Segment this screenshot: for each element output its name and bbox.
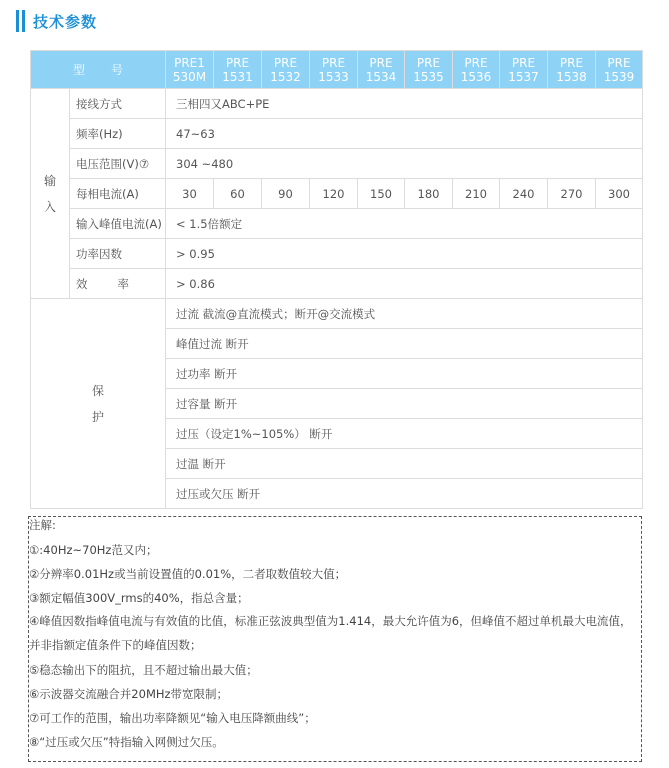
current-value: 180 xyxy=(405,179,453,209)
param-value: > 0.95 xyxy=(166,239,643,269)
note-item: ⑤稳态输出下的阻抗，且不超过输出最大值； xyxy=(29,663,258,677)
param-label: 功率因数 xyxy=(70,239,166,269)
model-header: PRE 1532 xyxy=(262,51,310,89)
param-label: 效 率 xyxy=(70,269,166,299)
section-title: 技术参数 xyxy=(33,12,98,31)
note-item: ③额定幅值300V_rms的40%，指总含量； xyxy=(29,591,249,605)
note-item: ⑦可工作的范围，输出功率降额见“输入电压降额曲线”； xyxy=(29,711,316,725)
param-value: < 1.5倍额定 xyxy=(166,209,643,239)
protection-item: 过功率 断开 xyxy=(166,359,643,389)
param-value: 47~63 xyxy=(166,119,643,149)
section-header xyxy=(16,8,97,34)
param-label: 电压范围(V)⑦ xyxy=(70,149,166,179)
notes-title: 注解: xyxy=(29,518,56,532)
table-row xyxy=(31,89,643,119)
current-value: 300 xyxy=(596,179,643,209)
protection-item: 过容量 断开 xyxy=(166,389,643,419)
model-header: PRE 1535 xyxy=(405,51,453,89)
protection-item: 过流 截流@直流模式；断开@交流模式 xyxy=(166,299,643,329)
model-header: PRE 1531 xyxy=(214,51,262,89)
current-value: 150 xyxy=(358,179,405,209)
model-header: PRE 1537 xyxy=(500,51,548,89)
protection-item: 峰值过流 断开 xyxy=(166,329,643,359)
note-item: ⑥示波器交流融合并20MHz带宽限制； xyxy=(29,687,229,701)
note-item: ②分辨率0.01Hz或当前设置值的0.01%，二者取数值较大值； xyxy=(29,567,347,581)
param-value: 304 ~480 xyxy=(166,149,643,179)
input-group-cell: 输 入 xyxy=(31,89,70,299)
model-header-cell xyxy=(31,51,166,89)
table-row xyxy=(31,209,643,239)
current-value: 60 xyxy=(214,179,262,209)
table-row xyxy=(31,239,643,269)
note-item: ⑧“过压或欠压”特指输入网侧过欠压。 xyxy=(29,735,224,749)
section-marker-icon xyxy=(16,10,25,32)
model-label-a: 型 xyxy=(72,62,85,77)
param-value: 三相四又ABC+PE xyxy=(166,89,643,119)
param-label: 接线方式 xyxy=(70,89,166,119)
current-value: 30 xyxy=(166,179,214,209)
current-value: 210 xyxy=(453,179,500,209)
param-value: > 0.86 xyxy=(166,269,643,299)
note-item: ①:40Hz~70Hz范又内； xyxy=(29,543,158,557)
table-row xyxy=(31,149,643,179)
table-header-row xyxy=(31,51,643,89)
note-item: ④峰值因数指峰值电流与有效值的比值，标准正弦波典型值为1.414，最大允许值为6，但峰值不超过单机最大电流值，并非指额定值条件下的峰值因数； xyxy=(29,614,632,652)
model-header: PRE1 530M xyxy=(166,51,214,89)
current-value: 240 xyxy=(500,179,548,209)
model-header: PRE 1538 xyxy=(548,51,596,89)
model-label-b: 号 xyxy=(111,62,124,77)
current-value: 270 xyxy=(548,179,596,209)
param-label: 输入峰值电流(A) xyxy=(70,209,166,239)
protection-group-cell: 保 护 xyxy=(31,299,166,509)
model-header: PRE 1534 xyxy=(358,51,405,89)
param-label: 每相电流(A) xyxy=(70,179,166,209)
model-header: PRE 1539 xyxy=(596,51,643,89)
table-row xyxy=(31,299,643,329)
table-row xyxy=(31,119,643,149)
table-row xyxy=(31,179,643,209)
current-value: 90 xyxy=(262,179,310,209)
model-header: PRE 1533 xyxy=(310,51,358,89)
param-label: 频率(Hz) xyxy=(70,119,166,149)
spec-table xyxy=(30,50,643,509)
protection-item: 过温 断开 xyxy=(166,449,643,479)
table-row xyxy=(31,269,643,299)
current-value: 120 xyxy=(310,179,358,209)
protection-item: 过压或欠压 断开 xyxy=(166,479,643,509)
notes-box xyxy=(28,516,642,762)
model-header: PRE 1536 xyxy=(453,51,500,89)
protection-item: 过压（设定1%~105%） 断开 xyxy=(166,419,643,449)
